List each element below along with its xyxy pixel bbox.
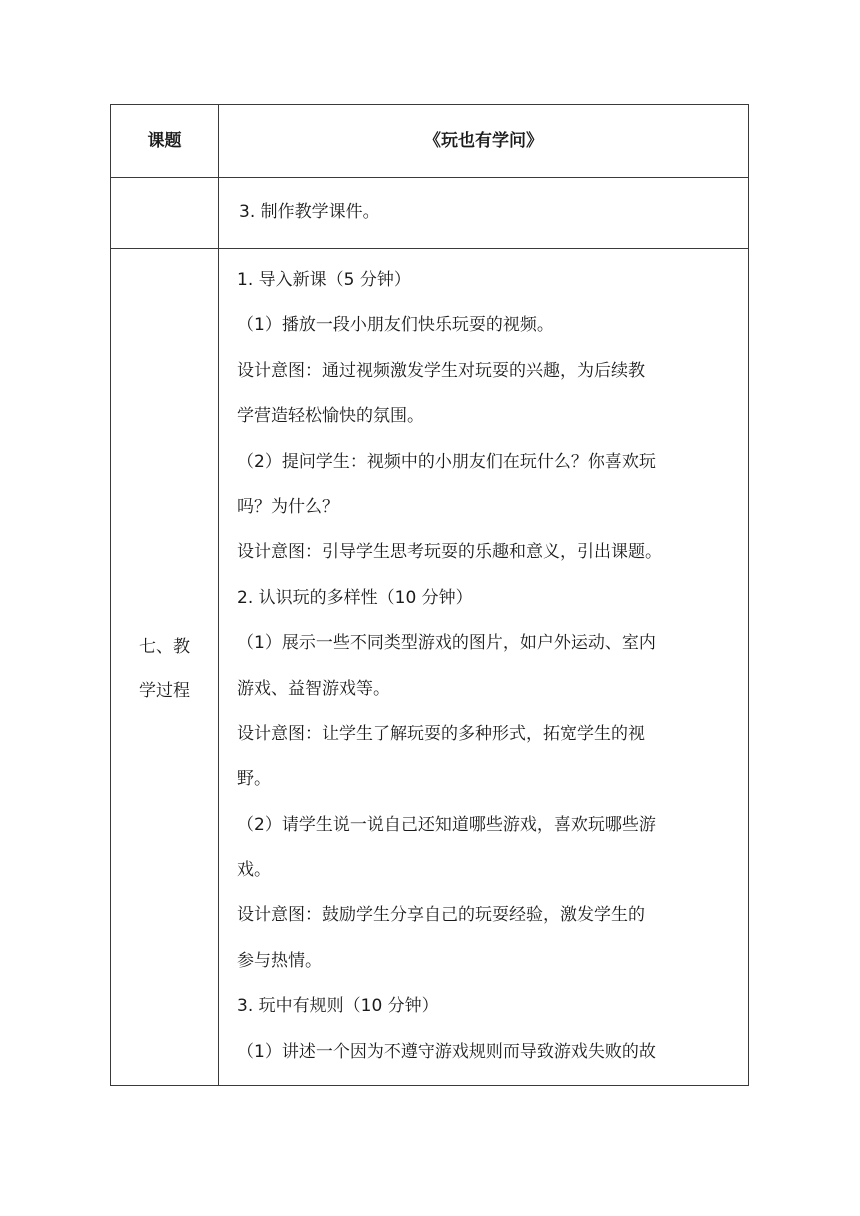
row-divider-prep [111,248,748,249]
lesson-title: 《玩也有学问》 [424,131,543,151]
content-line: 游戏、益智游戏等。 [237,678,390,699]
content-line: 3. 玩中有规则（10 分钟） [237,996,439,1017]
content-line: 学营造轻松愉快的氛围。 [237,406,424,427]
section-label [111,625,218,713]
section-label-line: 七、教 [139,637,190,657]
column-divider [218,105,219,1085]
content-line: 2. 认识玩的多样性（10 分钟） [237,587,473,608]
content-line: 设计意图：鼓励学生分享自己的玩耍经验，激发学生的 [237,905,645,926]
section-content [237,267,737,1084]
section-label-line: 学过程 [139,681,190,701]
content-line: （2）请学生说一说自己还知道哪些游戏，喜欢玩哪些游 [237,814,656,835]
row-divider-header [111,177,748,178]
content-line: （2）提问学生：视频中的小朋友们在玩什么？你喜欢玩 [237,451,656,472]
content-line: 野。 [237,769,271,790]
content-line: （1）展示一些不同类型游戏的图片，如户外运动、室内 [237,633,656,654]
content-line: 参与热情。 [237,950,322,971]
header-label: 课题 [147,131,182,151]
content-line: 吗？为什么？ [237,496,339,517]
prep-item: 3. 制作教学课件。 [239,202,380,222]
content-line: 1. 导入新课（5 分钟） [237,270,411,290]
content-line: 戏。 [237,860,271,881]
content-line: （1）讲述一个因为不遵守游戏规则而导致游戏失败的故 [237,1041,656,1062]
content-line: 设计意图：让学生了解玩耍的多种形式，拓宽学生的视 [237,723,645,744]
content-line: 设计意图：引导学生思考玩耍的乐趣和意义，引出课题。 [237,542,662,563]
content-line: 设计意图：通过视频激发学生对玩耍的兴趣，为后续教 [237,360,645,381]
lesson-plan-table [110,104,749,1086]
content-line: （1）播放一段小朋友们快乐玩耍的视频。 [237,315,554,336]
